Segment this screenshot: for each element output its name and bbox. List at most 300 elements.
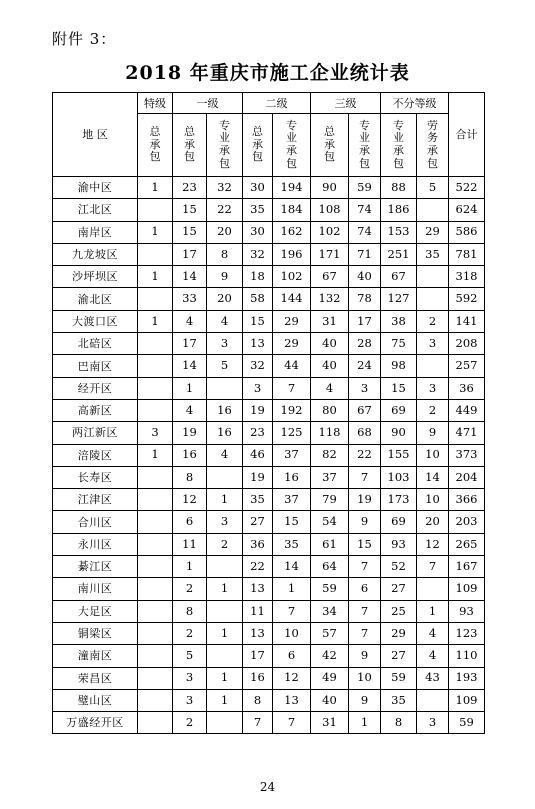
level3-general-cell: 40 <box>311 355 349 377</box>
special-general-cell <box>138 511 173 533</box>
unclassified-labor-cell: 2 <box>417 310 449 332</box>
level3-general-cell: 49 <box>311 667 349 689</box>
level1-specialty-cell: 2 <box>207 533 243 555</box>
level2-general-cell: 16 <box>243 667 273 689</box>
unclassified-specialty-cell: 69 <box>381 399 417 421</box>
table-row <box>53 578 485 600</box>
level3-specialty-cell: 10 <box>349 667 381 689</box>
level1-specialty-cell: 3 <box>207 511 243 533</box>
level3-general-cell: 54 <box>311 511 349 533</box>
level2-specialty-cell: 196 <box>273 243 311 265</box>
total-header: 合计 <box>449 93 485 177</box>
unclassified-specialty-cell: 38 <box>381 310 417 332</box>
total-cell: 109 <box>449 689 485 711</box>
level1-specialty-cell: 9 <box>207 266 243 288</box>
level2-general-cell: 11 <box>243 600 273 622</box>
level1-general-cell: 6 <box>173 511 207 533</box>
table-row <box>53 466 485 488</box>
region-cell: 北碚区 <box>53 333 138 355</box>
total-cell: 141 <box>449 310 485 332</box>
unclassified-labor-cell <box>417 689 449 711</box>
total-cell: 318 <box>449 266 485 288</box>
total-cell: 781 <box>449 243 485 265</box>
level1-specialty-cell: 8 <box>207 243 243 265</box>
table-row <box>53 712 485 734</box>
unclassified-labor-cell: 29 <box>417 221 449 243</box>
level2-specialty-cell: 35 <box>273 533 311 555</box>
level2-specialty-cell: 12 <box>273 667 311 689</box>
unclassified-specialty-cell: 88 <box>381 177 417 199</box>
unclassified-specialty-cell: 173 <box>381 489 417 511</box>
level3-specialty-cell: 7 <box>349 600 381 622</box>
level3-general-cell: 4 <box>311 377 349 399</box>
level2-specialty-cell: 194 <box>273 177 311 199</box>
level3-specialty-cell: 7 <box>349 556 381 578</box>
level3-general-cell: 31 <box>311 712 349 734</box>
level3-specialty-cell: 28 <box>349 333 381 355</box>
level1-specialty-cell: 1 <box>207 578 243 600</box>
table-row <box>53 533 485 555</box>
level2-specialty-cell: 184 <box>273 199 311 221</box>
region-cell: 沙坪坝区 <box>53 266 138 288</box>
unclassified-labor-cell: 43 <box>417 667 449 689</box>
level1-general-cell: 19 <box>173 422 207 444</box>
table-row <box>53 422 485 444</box>
level2-specialty-cell: 1 <box>273 578 311 600</box>
level1-general-cell: 2 <box>173 712 207 734</box>
level1-specialty-cell: 1 <box>207 622 243 644</box>
level2-specialty-cell: 37 <box>273 489 311 511</box>
level1-specialty-contract-header: 专业承包 <box>207 114 243 177</box>
level1-header: 一级 <box>173 93 243 114</box>
region-cell: 渝中区 <box>53 177 138 199</box>
special-general-cell: 1 <box>138 221 173 243</box>
level3-specialty-cell: 22 <box>349 444 381 466</box>
unclassified-specialty-cell: 127 <box>381 288 417 310</box>
unclassified-labor-cell: 20 <box>417 511 449 533</box>
region-cell: 荣昌区 <box>53 667 138 689</box>
unclassified-labor-contract-header: 劳务承包 <box>417 114 449 177</box>
level3-specialty-cell: 9 <box>349 645 381 667</box>
special-general-cell <box>138 667 173 689</box>
table-row <box>53 355 485 377</box>
special-general-contract-header: 总承包 <box>138 114 173 177</box>
unclassified-labor-cell: 1 <box>417 600 449 622</box>
unclassified-specialty-cell: 27 <box>381 578 417 600</box>
unclassified-labor-cell <box>417 578 449 600</box>
level3-specialty-cell: 59 <box>349 177 381 199</box>
level3-specialty-cell: 68 <box>349 422 381 444</box>
level3-specialty-cell: 15 <box>349 533 381 555</box>
unclassified-labor-cell: 3 <box>417 333 449 355</box>
table-row <box>53 221 485 243</box>
level2-general-cell: 30 <box>243 221 273 243</box>
level3-specialty-cell: 74 <box>349 221 381 243</box>
table-row <box>53 444 485 466</box>
level1-specialty-cell: 16 <box>207 399 243 421</box>
table-row <box>53 622 485 644</box>
unclassified-specialty-cell: 251 <box>381 243 417 265</box>
level2-specialty-cell: 102 <box>273 266 311 288</box>
level3-specialty-cell: 6 <box>349 578 381 600</box>
level1-general-cell: 17 <box>173 333 207 355</box>
level1-specialty-cell: 20 <box>207 221 243 243</box>
level2-general-cell: 13 <box>243 622 273 644</box>
level1-general-cell: 4 <box>173 399 207 421</box>
level3-general-cell: 57 <box>311 622 349 644</box>
level1-general-cell: 14 <box>173 266 207 288</box>
table-row <box>53 310 485 332</box>
level1-general-cell: 11 <box>173 533 207 555</box>
total-cell: 624 <box>449 199 485 221</box>
unclassified-labor-cell: 9 <box>417 422 449 444</box>
special-general-cell <box>138 622 173 644</box>
level3-general-contract-header: 总承包 <box>311 114 349 177</box>
table-row <box>53 333 485 355</box>
table-row <box>53 288 485 310</box>
level2-specialty-cell: 44 <box>273 355 311 377</box>
level2-general-cell: 32 <box>243 355 273 377</box>
special-general-cell <box>138 600 173 622</box>
level1-general-cell: 12 <box>173 489 207 511</box>
level1-general-cell: 3 <box>173 667 207 689</box>
special-grade-header: 特级 <box>138 93 173 114</box>
total-cell: 592 <box>449 288 485 310</box>
level1-general-cell: 17 <box>173 243 207 265</box>
level3-general-cell: 64 <box>311 556 349 578</box>
special-general-cell <box>138 489 173 511</box>
special-general-cell: 1 <box>138 266 173 288</box>
region-cell: 南川区 <box>53 578 138 600</box>
level3-general-cell: 108 <box>311 199 349 221</box>
special-general-cell <box>138 377 173 399</box>
level3-general-cell: 37 <box>311 466 349 488</box>
region-cell: 永川区 <box>53 533 138 555</box>
level2-specialty-cell: 29 <box>273 333 311 355</box>
special-general-cell <box>138 533 173 555</box>
level2-specialty-cell: 10 <box>273 622 311 644</box>
total-cell: 123 <box>449 622 485 644</box>
total-cell: 59 <box>449 712 485 734</box>
level1-specialty-cell: 3 <box>207 333 243 355</box>
level1-general-cell: 1 <box>173 377 207 399</box>
level2-specialty-cell: 7 <box>273 712 311 734</box>
level1-general-contract-header: 总承包 <box>173 114 207 177</box>
table-row <box>53 177 485 199</box>
unclassified-specialty-cell: 69 <box>381 511 417 533</box>
level2-general-cell: 13 <box>243 578 273 600</box>
level2-general-cell: 30 <box>243 177 273 199</box>
level2-specialty-cell: 37 <box>273 444 311 466</box>
total-cell: 204 <box>449 466 485 488</box>
table-row <box>53 667 485 689</box>
level1-specialty-cell: 32 <box>207 177 243 199</box>
statistics-table <box>52 92 485 734</box>
level3-specialty-cell: 78 <box>349 288 381 310</box>
level2-general-cell: 18 <box>243 266 273 288</box>
total-cell: 471 <box>449 422 485 444</box>
unclassified-labor-cell: 7 <box>417 556 449 578</box>
level1-specialty-cell: 5 <box>207 355 243 377</box>
level1-general-cell: 5 <box>173 645 207 667</box>
page-number: 24 <box>259 780 276 794</box>
total-cell: 586 <box>449 221 485 243</box>
level3-general-cell: 61 <box>311 533 349 555</box>
level1-general-cell: 14 <box>173 355 207 377</box>
level1-specialty-cell: 1 <box>207 667 243 689</box>
level2-specialty-contract-header: 专业承包 <box>273 114 311 177</box>
table-row <box>53 556 485 578</box>
level2-general-cell: 19 <box>243 399 273 421</box>
level3-specialty-cell: 9 <box>349 511 381 533</box>
level2-general-cell: 27 <box>243 511 273 533</box>
unclassified-specialty-cell: 153 <box>381 221 417 243</box>
region-cell: 潼南区 <box>53 645 138 667</box>
total-cell: 257 <box>449 355 485 377</box>
level3-general-cell: 40 <box>311 333 349 355</box>
level3-general-cell: 171 <box>311 243 349 265</box>
level2-specialty-cell: 29 <box>273 310 311 332</box>
level1-specialty-cell: 20 <box>207 288 243 310</box>
level1-specialty-cell: 22 <box>207 199 243 221</box>
total-cell: 193 <box>449 667 485 689</box>
unclassified-specialty-cell: 186 <box>381 199 417 221</box>
level1-specialty-cell <box>207 466 243 488</box>
special-general-cell <box>138 578 173 600</box>
unclassified-header: 不分等级 <box>381 93 449 114</box>
level3-general-cell: 102 <box>311 221 349 243</box>
level2-general-cell: 23 <box>243 422 273 444</box>
total-cell: 167 <box>449 556 485 578</box>
region-cell: 綦江区 <box>53 556 138 578</box>
special-general-cell: 1 <box>138 310 173 332</box>
unclassified-specialty-contract-header: 专业承包 <box>381 114 417 177</box>
level2-specialty-cell: 162 <box>273 221 311 243</box>
level2-general-cell: 58 <box>243 288 273 310</box>
level2-general-cell: 32 <box>243 243 273 265</box>
level1-specialty-cell <box>207 556 243 578</box>
region-cell: 渝北区 <box>53 288 138 310</box>
region-cell: 大渡口区 <box>53 310 138 332</box>
region-cell: 两江新区 <box>53 422 138 444</box>
level2-general-cell: 8 <box>243 689 273 711</box>
level3-specialty-cell: 1 <box>349 712 381 734</box>
region-cell: 涪陵区 <box>53 444 138 466</box>
total-cell: 449 <box>449 399 485 421</box>
level1-specialty-cell: 4 <box>207 444 243 466</box>
level2-general-cell: 15 <box>243 310 273 332</box>
level3-general-cell: 118 <box>311 422 349 444</box>
level1-general-cell: 15 <box>173 199 207 221</box>
level2-general-cell: 35 <box>243 489 273 511</box>
special-general-cell: 1 <box>138 177 173 199</box>
unclassified-labor-cell: 35 <box>417 243 449 265</box>
level3-header: 三级 <box>311 93 381 114</box>
attachment-label: 附件 3： <box>52 30 117 48</box>
unclassified-specialty-cell: 59 <box>381 667 417 689</box>
level1-specialty-cell <box>207 712 243 734</box>
level1-specialty-cell <box>207 600 243 622</box>
table-row <box>53 600 485 622</box>
region-cell: 江北区 <box>53 199 138 221</box>
unclassified-labor-cell: 2 <box>417 399 449 421</box>
level1-specialty-cell <box>207 645 243 667</box>
unclassified-labor-cell: 4 <box>417 622 449 644</box>
unclassified-labor-cell <box>417 355 449 377</box>
region-cell: 长寿区 <box>53 466 138 488</box>
level3-general-cell: 40 <box>311 689 349 711</box>
total-cell: 373 <box>449 444 485 466</box>
page-title: 2018 年重庆市施工企业统计表 <box>125 62 410 84</box>
table-row <box>53 645 485 667</box>
level2-general-contract-header: 总承包 <box>243 114 273 177</box>
unclassified-specialty-cell: 27 <box>381 645 417 667</box>
region-cell: 合川区 <box>53 511 138 533</box>
level3-general-cell: 67 <box>311 266 349 288</box>
unclassified-specialty-cell: 29 <box>381 622 417 644</box>
level2-general-cell: 13 <box>243 333 273 355</box>
unclassified-labor-cell: 3 <box>417 712 449 734</box>
level2-general-cell: 36 <box>243 533 273 555</box>
total-cell: 366 <box>449 489 485 511</box>
level1-specialty-cell: 16 <box>207 422 243 444</box>
level2-general-cell: 7 <box>243 712 273 734</box>
level1-general-cell: 16 <box>173 444 207 466</box>
level1-specialty-cell: 1 <box>207 689 243 711</box>
total-cell: 522 <box>449 177 485 199</box>
level3-specialty-cell: 71 <box>349 243 381 265</box>
level1-general-cell: 23 <box>173 177 207 199</box>
special-general-cell: 1 <box>138 444 173 466</box>
level1-general-cell: 1 <box>173 556 207 578</box>
level2-specialty-cell: 13 <box>273 689 311 711</box>
special-general-cell <box>138 243 173 265</box>
region-cell: 江津区 <box>53 489 138 511</box>
level3-specialty-cell: 67 <box>349 399 381 421</box>
unclassified-specialty-cell: 15 <box>381 377 417 399</box>
level3-general-cell: 79 <box>311 489 349 511</box>
region-header: 地 区 <box>53 93 138 177</box>
level3-general-cell: 82 <box>311 444 349 466</box>
level3-general-cell: 31 <box>311 310 349 332</box>
unclassified-labor-cell: 4 <box>417 645 449 667</box>
level2-general-cell: 19 <box>243 466 273 488</box>
level3-general-cell: 90 <box>311 177 349 199</box>
level3-general-cell: 80 <box>311 399 349 421</box>
level1-specialty-cell: 1 <box>207 489 243 511</box>
unclassified-labor-cell: 12 <box>417 533 449 555</box>
level1-specialty-cell <box>207 377 243 399</box>
region-cell: 万盛经开区 <box>53 712 138 734</box>
unclassified-labor-cell: 10 <box>417 444 449 466</box>
unclassified-specialty-cell: 75 <box>381 333 417 355</box>
special-general-cell <box>138 645 173 667</box>
unclassified-labor-cell: 14 <box>417 466 449 488</box>
total-cell: 208 <box>449 333 485 355</box>
special-general-cell <box>138 399 173 421</box>
special-general-cell <box>138 288 173 310</box>
level3-specialty-cell: 7 <box>349 466 381 488</box>
special-general-cell <box>138 712 173 734</box>
region-cell: 经开区 <box>53 377 138 399</box>
unclassified-specialty-cell: 67 <box>381 266 417 288</box>
level1-general-cell: 4 <box>173 310 207 332</box>
level2-specialty-cell: 125 <box>273 422 311 444</box>
level2-specialty-cell: 7 <box>273 377 311 399</box>
level1-specialty-cell: 4 <box>207 310 243 332</box>
unclassified-specialty-cell: 25 <box>381 600 417 622</box>
level2-specialty-cell: 7 <box>273 600 311 622</box>
total-cell: 109 <box>449 578 485 600</box>
region-cell: 九龙坡区 <box>53 243 138 265</box>
special-general-cell <box>138 556 173 578</box>
unclassified-specialty-cell: 93 <box>381 533 417 555</box>
unclassified-labor-cell: 5 <box>417 177 449 199</box>
level3-specialty-cell: 3 <box>349 377 381 399</box>
table-row <box>53 689 485 711</box>
level3-specialty-contract-header: 专业承包 <box>349 114 381 177</box>
level3-specialty-cell: 40 <box>349 266 381 288</box>
total-cell: 265 <box>449 533 485 555</box>
level3-general-cell: 34 <box>311 600 349 622</box>
level2-general-cell: 22 <box>243 556 273 578</box>
special-general-cell <box>138 199 173 221</box>
level3-specialty-cell: 17 <box>349 310 381 332</box>
unclassified-labor-cell <box>417 288 449 310</box>
table-row <box>53 377 485 399</box>
level3-specialty-cell: 7 <box>349 622 381 644</box>
level3-general-cell: 59 <box>311 578 349 600</box>
level1-general-cell: 15 <box>173 221 207 243</box>
level1-general-cell: 2 <box>173 622 207 644</box>
region-cell: 巴南区 <box>53 355 138 377</box>
level1-general-cell: 8 <box>173 466 207 488</box>
region-cell: 南岸区 <box>53 221 138 243</box>
total-cell: 93 <box>449 600 485 622</box>
level1-general-cell: 8 <box>173 600 207 622</box>
unclassified-specialty-cell: 98 <box>381 355 417 377</box>
level2-header: 二级 <box>243 93 311 114</box>
level2-specialty-cell: 15 <box>273 511 311 533</box>
special-general-cell <box>138 466 173 488</box>
total-cell: 203 <box>449 511 485 533</box>
table-row <box>53 199 485 221</box>
unclassified-labor-cell: 3 <box>417 377 449 399</box>
level2-specialty-cell: 6 <box>273 645 311 667</box>
table-row <box>53 511 485 533</box>
table-row <box>53 266 485 288</box>
level3-general-cell: 132 <box>311 288 349 310</box>
table-row <box>53 399 485 421</box>
level3-general-cell: 42 <box>311 645 349 667</box>
unclassified-labor-cell <box>417 199 449 221</box>
unclassified-labor-cell: 10 <box>417 489 449 511</box>
level2-general-cell: 3 <box>243 377 273 399</box>
unclassified-specialty-cell: 155 <box>381 444 417 466</box>
total-cell: 36 <box>449 377 485 399</box>
special-general-cell: 3 <box>138 422 173 444</box>
level1-general-cell: 2 <box>173 578 207 600</box>
unclassified-specialty-cell: 35 <box>381 689 417 711</box>
table-row <box>53 243 485 265</box>
special-general-cell <box>138 333 173 355</box>
level2-specialty-cell: 16 <box>273 466 311 488</box>
level2-general-cell: 46 <box>243 444 273 466</box>
region-cell: 大足区 <box>53 600 138 622</box>
special-general-cell <box>138 689 173 711</box>
special-general-cell <box>138 355 173 377</box>
level3-specialty-cell: 19 <box>349 489 381 511</box>
